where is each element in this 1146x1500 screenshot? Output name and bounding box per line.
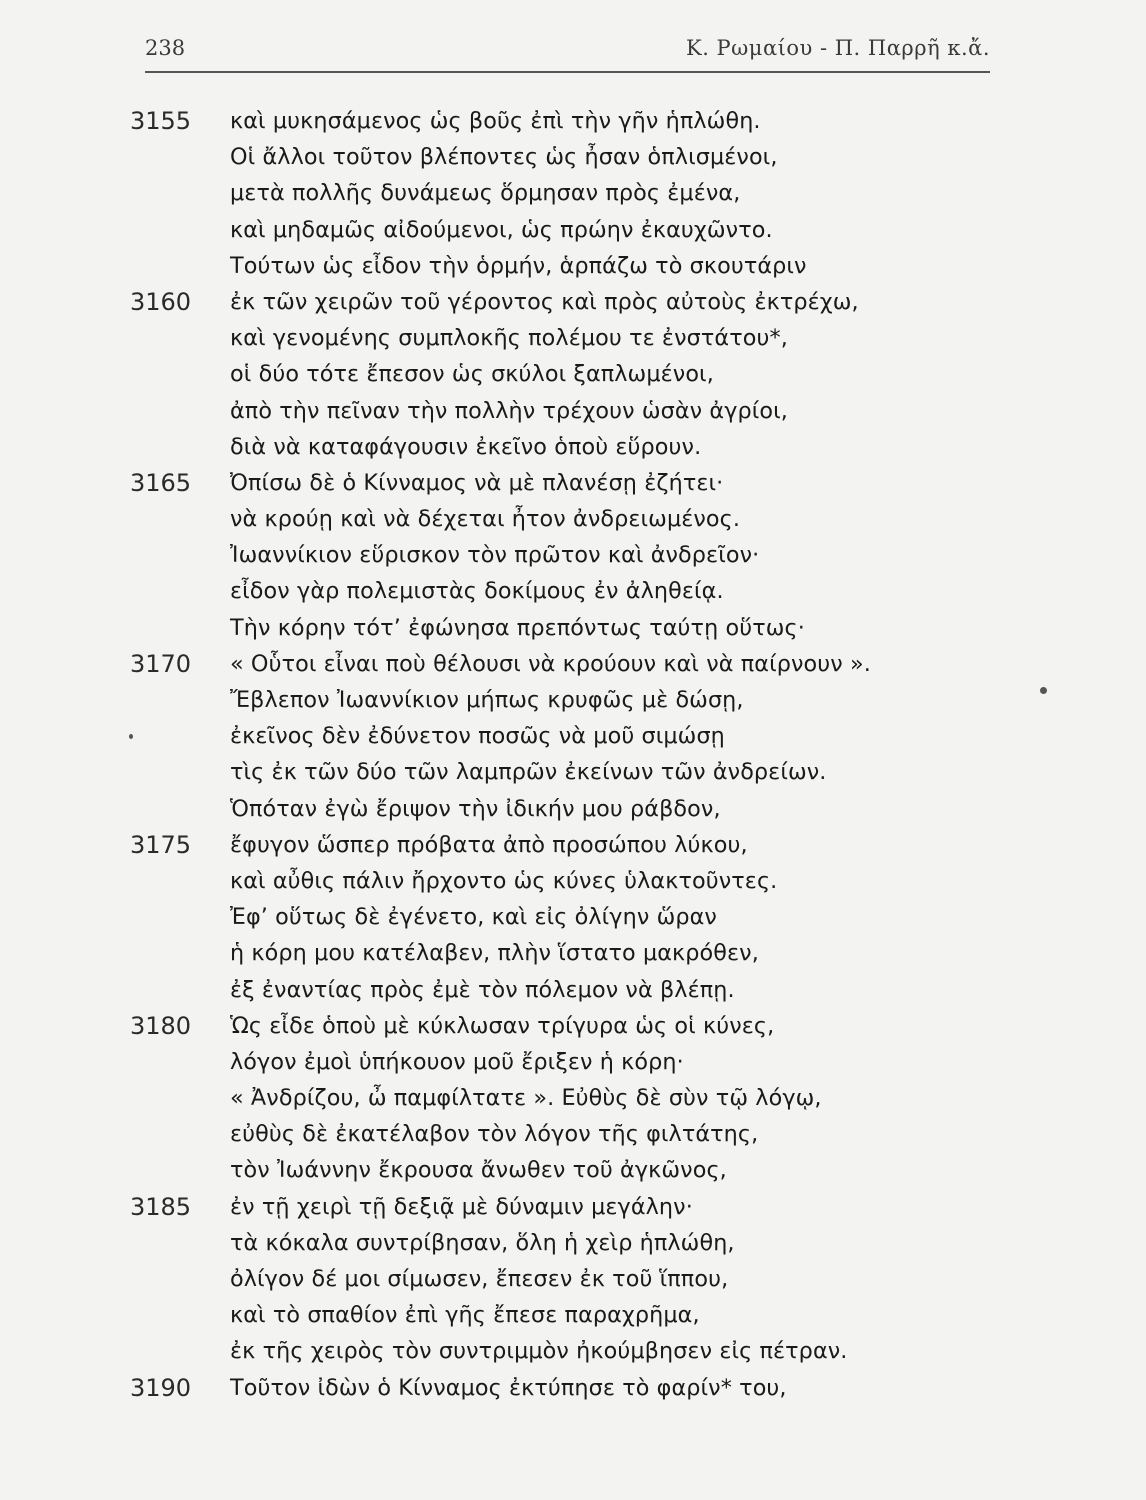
verse-text: Ὡς εἶδε ὁποὺ μὲ κύκλωσαν τρίγυρα ὡς οἱ κύνες, <box>230 1012 775 1039</box>
verse-text: ἐν τῇ χειρὶ τῇ δεξιᾷ μὲ δύναμιν μεγάλην· <box>230 1193 693 1220</box>
verse-text: μετὰ πολλῆς δυνάμεως ὅρμησαν πρὸς ἐμένα, <box>230 180 741 207</box>
verse-text: εἶδον γὰρ πολεμιστὰς δοκίμους ἐν ἀληθείᾳ. <box>230 578 724 605</box>
verse-text: νὰ κρούῃ καὶ νὰ δέχεται ἦτον ἀνδρειωμένος. <box>230 506 741 533</box>
verse-text: Ἔβλεπον Ἰωαννίκιον μήπως κρυφῶς μὲ δώσῃ, <box>230 687 744 713</box>
page-number: 238 <box>145 36 186 60</box>
verse-line <box>130 1080 1110 1116</box>
verse-line <box>130 1333 1110 1369</box>
verse-text: καὶ γενομένης συμπλοκῆς πολέμου τε ἐνστάτου*, <box>230 325 788 352</box>
verse-text: ἐκ τῆς χειρὸς τὸν συντριμμὸν ἠκούμβησεν εἰς πέτραν. <box>230 1338 848 1365</box>
line-number: 3160 <box>130 287 192 316</box>
verse-text: ὀλίγον δέ μοι σίμωσεν, ἔπεσεν ἐκ τοῦ ἵππου, <box>230 1266 729 1292</box>
line-number: 3180 <box>130 1011 192 1040</box>
verse-text: ἐξ ἐναντίας πρὸς ἐμὲ τὸν πόλεμον νὰ βλέπῃ. <box>230 976 735 1003</box>
verse-line <box>130 610 1110 646</box>
verse-line <box>130 320 1110 356</box>
verse-text: οἱ δύο τότε ἔπεσον ὡς σκύλοι ξαπλωμένοι, <box>230 361 714 388</box>
verse-line <box>130 935 1110 971</box>
verse-line <box>130 791 1110 827</box>
verse-line <box>130 356 1110 392</box>
verse-line <box>130 1044 1110 1080</box>
verse-line <box>130 537 1110 573</box>
verse-line <box>130 139 1110 175</box>
running-head: Κ. Ρωμαίου - Π. Παρρῆ κ.ἄ. <box>686 36 990 60</box>
verse-text: καὶ μυκησάμενος ὡς βοῦς ἐπὶ τὴν γῆν ἡπλώθη. <box>230 108 761 134</box>
line-number: 3155 <box>130 107 192 135</box>
verse-text: λόγον ἐμοὶ ὑπήκουον μοῦ ἔριξεν ἡ κόρη· <box>230 1048 684 1075</box>
verse-line <box>130 718 1110 754</box>
verse-text: ἐκεῖνος δὲν ἐδύνετον ποσῶς νὰ μοῦ σιμώσῃ <box>230 723 725 750</box>
line-number: 3165 <box>130 468 192 497</box>
verse-text: Ὁπόταν ἐγὼ ἔριψον τὴν ἰδικήν μου ράβδον, <box>230 795 721 822</box>
verse-text: Ἐφ’ οὕτως δὲ ἐγένετο, καὶ εἰς ὀλίγην ὥραν <box>230 904 717 931</box>
verse-text: τὰ κόκαλα συντρίβησαν, ὅλη ἡ χεὶρ ἡπλώθη, <box>230 1229 735 1256</box>
verse-line <box>130 1116 1110 1152</box>
verse-text: ἔφυγον ὥσπερ πρόβατα ἀπὸ προσώπου λύκου, <box>230 831 748 858</box>
verse-text: καὶ τὸ σπαθίον ἐπὶ γῆς ἔπεσε παραχρῆμα, <box>230 1302 700 1329</box>
verse-text: καὶ μηδαμῶς αἰδούμενοι, ὡς πρώην ἐκαυχῶντο. <box>230 216 773 243</box>
page-header <box>145 30 990 70</box>
verse-text: εὐθὺς δὲ ἐκατέλαβον τὸν λόγον τῆς φιλτάτης, <box>230 1121 759 1148</box>
verse-text: Ὀπίσω δὲ ὁ Κίνναμος νὰ μὲ πλανέσῃ ἐζήτει· <box>230 469 724 496</box>
verse-line <box>130 972 1110 1008</box>
verse-text: διὰ νὰ καταφάγουσιν ἐκεῖνο ὁποὺ εὕρουν. <box>230 433 702 460</box>
verse-line <box>130 682 1110 718</box>
verse-line <box>130 1225 1110 1261</box>
verse-line <box>130 1008 1110 1044</box>
verse-line <box>130 754 1110 790</box>
verse-line <box>130 1297 1110 1333</box>
verse-line <box>130 827 1110 863</box>
line-number: 3170 <box>130 649 192 678</box>
verse-text: τὸν Ἰωάννην ἔκρουσα ἄνωθεν τοῦ ἀγκῶνος, <box>230 1157 727 1184</box>
verse-line <box>130 429 1110 465</box>
verse-text: Τούτων ὡς εἶδον τὴν ὁρμήν, ἁρπάζω τὸ σκουτάριν <box>230 252 807 279</box>
verse-text: ἐκ τῶν χειρῶν τοῦ γέροντος καὶ πρὸς αὐτοὺς ἐκτρέχω, <box>230 288 859 315</box>
verse-text: « Ἀνδρίζου, ὦ παμφίλτατε ». Εὐθὺς δὲ σὺν τῷ λόγῳ, <box>230 1085 822 1112</box>
verse-line <box>130 863 1110 899</box>
verse-text: Ἰωαννίκιον εὕρισκον τὸν πρῶτον καὶ ἀνδρεῖον· <box>230 542 760 569</box>
verse-line <box>130 1189 1110 1225</box>
verse-text: « Οὗτοι εἶναι ποὺ θέλουσι νὰ κρούουν καὶ νὰ παίρνουν ». <box>230 650 871 677</box>
header-rule <box>145 71 990 73</box>
ink-speck <box>1040 687 1047 694</box>
verse-line <box>130 212 1110 248</box>
verse-line <box>130 175 1110 211</box>
verse-text: Τὴν κόρην τότ’ ἐφώνησα πρεπόντως ταύτῃ οὕτως· <box>230 614 805 641</box>
line-number: 3190 <box>130 1373 192 1402</box>
verse-line <box>130 248 1110 284</box>
verse-line <box>130 1152 1110 1188</box>
verse-text: Οἱ ἄλλοι τοῦτον βλέποντες ὡς ἦσαν ὁπλισμένοι, <box>230 144 778 171</box>
line-number: 3185 <box>130 1192 192 1221</box>
ink-speck <box>129 734 133 739</box>
verse-line <box>130 284 1110 320</box>
verse-line <box>130 103 1110 139</box>
verse-line <box>130 1370 1110 1406</box>
verse-line <box>130 573 1110 609</box>
verse-text: καὶ αὖθις πάλιν ἤρχοντο ὡς κύνες ὑλακτοῦντες. <box>230 867 778 894</box>
verse-line <box>130 646 1110 682</box>
verse-text: Τοῦτον ἰδὼν ὁ Κίνναμος ἐκτύπησε τὸ φαρίν* του, <box>230 1374 787 1401</box>
verse-line <box>130 501 1110 537</box>
verse-line <box>130 465 1110 501</box>
verse-block <box>130 103 1110 1406</box>
line-number: 3175 <box>130 830 192 859</box>
verse-line <box>130 393 1110 429</box>
verse-line <box>130 1261 1110 1297</box>
verse-line <box>130 899 1110 935</box>
verse-text: ἡ κόρη μου κατέλαβεν, πλὴν ἵστατο μακρόθεν, <box>230 940 759 967</box>
verse-text: ἀπὸ τὴν πεῖναν τὴν πολλὴν τρέχουν ὡσὰν ἀγρίοι, <box>230 397 788 424</box>
verse-text: τὶς ἐκ τῶν δύο τῶν λαμπρῶν ἐκείνων τῶν ἀνδρείων. <box>230 759 827 786</box>
